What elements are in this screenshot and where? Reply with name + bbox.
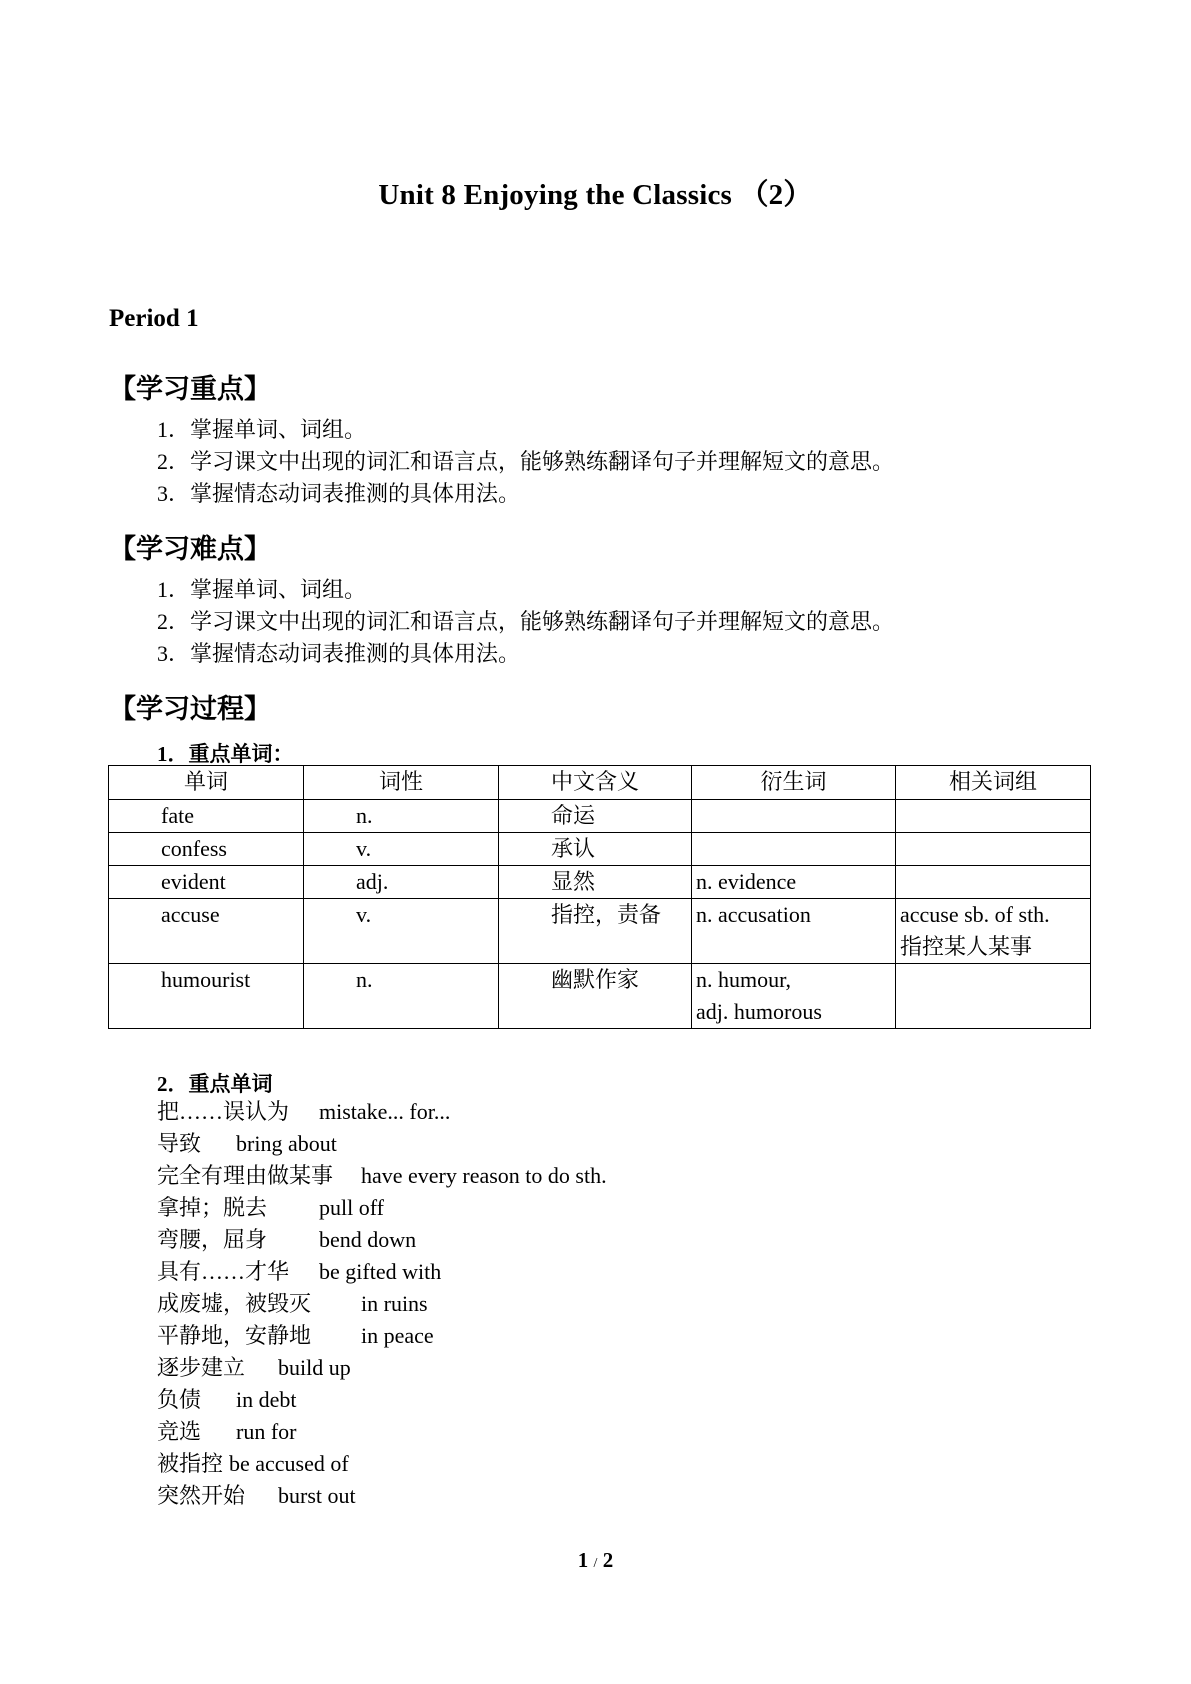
column-header: 单词 <box>109 766 304 800</box>
table-row <box>109 800 1091 833</box>
column-header: 中文含义 <box>499 766 692 800</box>
list-item: 1．掌握单词、词组。 <box>157 417 367 442</box>
page-current: 1 <box>577 1548 589 1572</box>
table-row <box>109 833 1091 866</box>
word-cell: evident <box>109 866 304 899</box>
meaning-cell: 显然 <box>499 866 692 899</box>
phrase-en: in debt <box>236 1387 297 1412</box>
phrase-en: build up <box>278 1355 351 1380</box>
phrase-cell <box>896 899 1091 964</box>
derivative-line: adj. humorous <box>696 999 822 1024</box>
derivative-line: n. humour, <box>696 967 792 992</box>
phrase-zh: 完全有理由做某事 <box>157 1163 334 1188</box>
meaning-cell: 命运 <box>499 800 692 833</box>
column-header: 相关词组 <box>896 766 1091 800</box>
derivative-cell <box>692 800 896 833</box>
table-row <box>109 866 1091 899</box>
phrases-heading: 2．重点单词 <box>157 1072 273 1096</box>
pos-cell: n. <box>304 964 499 1029</box>
phrase-cell <box>896 800 1091 833</box>
table-row <box>109 964 1091 1029</box>
phrase-zh: 被指控 <box>157 1451 224 1476</box>
derivative-line: n. evidence <box>696 869 797 894</box>
phrase-zh: 突然开始 <box>157 1483 246 1508</box>
phrase-item <box>157 1320 607 1352</box>
phrase-en: in peace <box>361 1323 434 1348</box>
list-item: 1．掌握单词、词组。 <box>157 577 367 602</box>
word-cell: confess <box>109 833 304 866</box>
phrase-zh: 成废墟，被毁灭 <box>157 1291 312 1316</box>
phrase-item <box>157 1352 607 1384</box>
word-cell: accuse <box>109 899 304 964</box>
phrase-zh: 拿掉；脱去 <box>157 1195 268 1220</box>
word-cell: fate <box>109 800 304 833</box>
difficulty-list <box>157 574 894 670</box>
phrase-cell <box>896 866 1091 899</box>
vocab-heading: 1．重点单词： <box>157 742 294 766</box>
period-heading: Period 1 <box>109 305 199 332</box>
phrase-item <box>157 1192 607 1224</box>
meaning-cell: 承认 <box>499 833 692 866</box>
phrase-item <box>157 1256 607 1288</box>
phrase-en: be accused of <box>229 1451 349 1476</box>
derivative-cell <box>692 866 896 899</box>
pos-cell: n. <box>304 800 499 833</box>
phrase-zh: 弯腰，屈身 <box>157 1227 268 1252</box>
phrase-item <box>157 1160 607 1192</box>
phrase-en: be gifted with <box>319 1259 442 1284</box>
derivative-cell <box>692 833 896 866</box>
phrase-en: burst out <box>278 1483 356 1508</box>
phrase-item <box>157 1096 607 1128</box>
phrase-en: bend down <box>319 1227 417 1252</box>
phrase-item <box>157 1384 607 1416</box>
phrase-zh: 平静地，安静地 <box>157 1323 312 1348</box>
phrase-zh: 负债 <box>157 1387 202 1412</box>
phrase-cell <box>896 964 1091 1029</box>
derivative-line: n. accusation <box>696 902 811 927</box>
phrase-item <box>157 1288 607 1320</box>
pos-cell: v. <box>304 899 499 964</box>
derivative-cell <box>692 899 896 964</box>
focus-heading: 【学习重点】 <box>109 374 271 404</box>
phrase-en: pull off <box>319 1195 384 1220</box>
phrase-zh: 具有……才华 <box>157 1259 290 1284</box>
phrase-zh: 竞选 <box>157 1419 202 1444</box>
process-heading: 【学习过程】 <box>109 694 271 724</box>
phrase-en: run for <box>236 1419 297 1444</box>
phrase-line: 指控某人某事 <box>900 934 1033 959</box>
phrase-list <box>157 1096 607 1512</box>
page-total: 2 <box>602 1548 614 1572</box>
meaning-cell: 指控，责备 <box>499 899 692 964</box>
phrase-item <box>157 1480 607 1512</box>
list-item: 2．学习课文中出现的词汇和语言点，能够熟练翻译句子并理解短文的意思。 <box>157 449 895 474</box>
derivative-cell <box>692 964 896 1029</box>
phrase-line: accuse sb. of sth. <box>900 902 1050 927</box>
phrase-zh: 导致 <box>157 1131 202 1156</box>
list-item: 3．掌握情态动词表推测的具体用法。 <box>157 481 521 506</box>
phrase-en: in ruins <box>361 1291 428 1316</box>
list-item: 3．掌握情态动词表推测的具体用法。 <box>157 641 521 666</box>
phrase-item <box>157 1224 607 1256</box>
phrase-item <box>157 1128 607 1160</box>
phrase-zh: 把……误认为 <box>157 1099 290 1124</box>
phrase-en: have every reason to do sth. <box>361 1163 607 1188</box>
list-item: 2．学习课文中出现的词汇和语言点，能够熟练翻译句子并理解短文的意思。 <box>157 609 895 634</box>
difficulty-heading: 【学习难点】 <box>109 534 271 564</box>
word-cell: humourist <box>109 964 304 1029</box>
meaning-cell: 幽默作家 <box>499 964 692 1029</box>
column-header: 衍生词 <box>692 766 896 800</box>
pos-cell: adj. <box>304 866 499 899</box>
phrase-zh: 逐步建立 <box>157 1355 246 1380</box>
phrase-en: bring about <box>236 1131 337 1156</box>
focus-list <box>157 414 894 510</box>
vocab-table <box>108 765 1091 1029</box>
phrase-item <box>157 1416 607 1448</box>
table-row <box>109 899 1091 964</box>
phrase-en: mistake... for... <box>319 1099 451 1124</box>
page-separator: / <box>593 1556 598 1571</box>
page-number <box>0 1548 1191 1573</box>
table-header-row <box>109 766 1091 800</box>
phrase-item <box>157 1448 607 1480</box>
phrase-cell <box>896 833 1091 866</box>
page-title: Unit 8 Enjoying the Classics （2） <box>378 179 813 211</box>
pos-cell: v. <box>304 833 499 866</box>
column-header: 词性 <box>304 766 499 800</box>
